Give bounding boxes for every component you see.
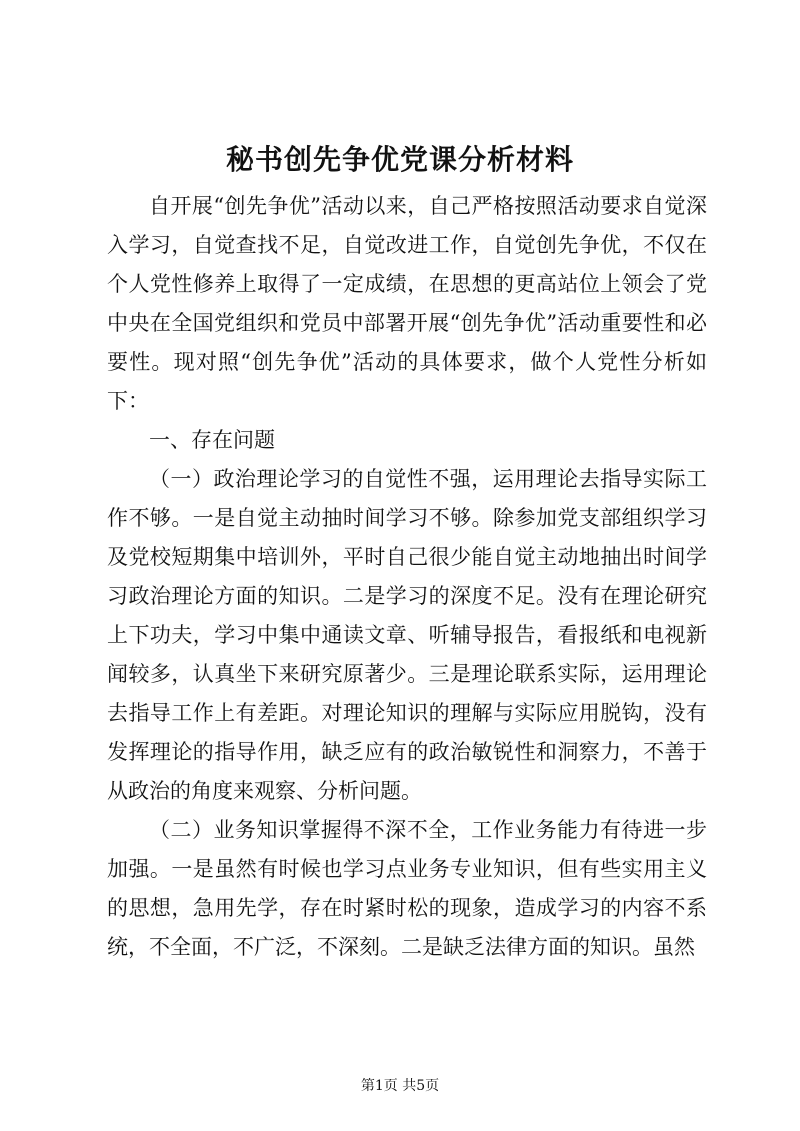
section-heading: 一、存在问题 — [149, 428, 275, 452]
document-title: 秘书创先争优党课分析材料 — [225, 143, 574, 176]
problem-paragraph-2: （二）业务知识掌握得不深不全，工作业务能力有待进一步加强。一是虽然有时候也学习点业务专业知识，但有些实用主义的思想，急用先学，存在时紧时松的现象，造成学习的内容不系统，不全面，不广泛，不深刻。二是缺乏法律方面的知识。虽然 — [107, 818, 707, 959]
problem-paragraph-1: （一）政治理论学习的自觉性不强，运用理论去指导实际工作不够。一是自觉主动抽时间学习不够。除参加党支部组织学习及党校短期集中培训外，平时自己很少能自觉主动地抽出时间学习政治理论方面的知识。二是学习的深度不足。没有在理论研究上下功夫，学习中集中通读文章、听辅导报告，看报纸和电视新闻较多，认真坐下来研究原著少。三是理论联系实际，运用理论去指导工作上有差距。对理论知识的理解与实际应用脱钩，没有发挥理论的指导作用，缺乏应有的政治敏锐性和洞察力，不善于从政治的角度来观察、分析问题。 — [107, 467, 707, 803]
document-body — [107, 187, 707, 967]
page-footer: 第1页 共5页 — [360, 1078, 440, 1094]
intro-paragraph: 自开展“创先争优”活动以来，自己严格按照活动要求自觉深入学习，自觉查找不足，自觉改进工作，自觉创先争优，不仅在个人党性修养上取得了一定成绩，在思想的更高站位上领会了党中央在全国党组织和党员中部署开展“创先争优”活动重要性和必要性。现对照“创先争优”活动的具体要求，做个人党性分析如下： — [107, 194, 707, 413]
